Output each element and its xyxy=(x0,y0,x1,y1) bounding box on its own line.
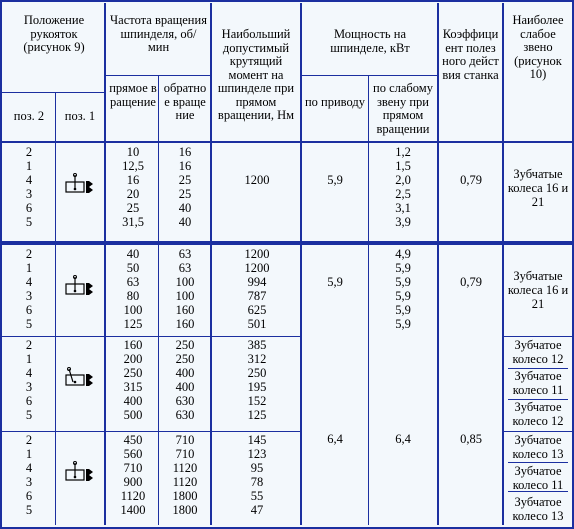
pos2-column-cell: 6 xyxy=(25,201,33,215)
pos2-column-cell: 1 xyxy=(25,261,33,275)
direct-speed-column-cell: 40 xyxy=(126,247,140,261)
torque-column-cell: 501 xyxy=(247,317,267,331)
efficiency-value: 0,79 xyxy=(460,275,482,289)
weak-link-value: Зубчатое колесо 11 xyxy=(512,464,564,492)
power-weak-column-cell: 5,9 xyxy=(395,275,411,289)
torque-column-cell: 787 xyxy=(247,289,267,303)
torque-column-cell: 78 xyxy=(250,475,264,489)
torque-column-cell: 1200 xyxy=(244,247,270,261)
torque-column-cell: 152 xyxy=(247,394,267,408)
pos2-column-cell: 3 xyxy=(25,475,33,489)
efficiency-value: 0,85 xyxy=(460,432,482,446)
reverse-speed-column-cell: 25 xyxy=(178,187,192,201)
direct-speed-column-cell: 63 xyxy=(126,275,140,289)
header-torque: Наибольший допустимый крутящий момент на шпинделе при прямом вращении, Нм xyxy=(217,27,295,122)
reverse-speed-column-cell: 710 xyxy=(175,433,195,447)
direct-speed-column-cell: 10 xyxy=(126,145,140,159)
reverse-speed-column-cell: 160 xyxy=(175,317,195,331)
pos2-column-cell: 6 xyxy=(25,394,33,408)
reverse-speed-column-cell: 630 xyxy=(175,408,195,422)
reverse-speed-column-cell: 40 xyxy=(178,215,192,229)
power-weak-column-cell: 3,1 xyxy=(395,201,411,215)
direct-speed-column-cell: 560 xyxy=(123,447,143,461)
pos2-column-cell: 3 xyxy=(25,380,33,394)
reverse-speed-column-cell: 710 xyxy=(175,447,195,461)
power-weak-column-cell: 5,9 xyxy=(395,289,411,303)
reverse-speed-column-cell: 63 xyxy=(178,247,192,261)
direct-speed-column xyxy=(108,145,158,229)
direct-speed-column-cell: 80 xyxy=(126,289,140,303)
pos2-column-cell: 3 xyxy=(25,289,33,303)
power-weak-column-cell: 3,9 xyxy=(395,215,411,229)
torque-column-cell: 125 xyxy=(247,408,267,422)
pos2-column-cell: 6 xyxy=(25,489,33,503)
pos2-column-cell: 1 xyxy=(25,352,33,366)
reverse-speed-column-cell: 160 xyxy=(175,303,195,317)
lever-tilted-icon xyxy=(64,366,94,388)
power-weak-column-cell: 5,9 xyxy=(395,261,411,275)
weak-link-value: Зубчатое колесо 13 xyxy=(512,495,564,523)
power-weak-column xyxy=(370,247,436,331)
pos2-column-cell: 5 xyxy=(25,215,33,229)
pos2-column-cell: 6 xyxy=(25,303,33,317)
torque-column xyxy=(214,247,300,331)
torque-column-cell: 145 xyxy=(247,433,267,447)
reverse-speed-column-cell: 630 xyxy=(175,394,195,408)
reverse-speed-column-cell: 250 xyxy=(175,338,195,352)
pos2-column-cell: 5 xyxy=(25,317,33,331)
power-weak-column-cell: 2,0 xyxy=(395,173,411,187)
reverse-speed-column xyxy=(160,433,210,517)
header-weak-link: Наиболее слабое звено (рисунок 10) xyxy=(512,13,564,81)
pos2-column-cell: 1 xyxy=(25,159,33,173)
header-spindle-freq: Частота вращения шпинделя, об/мин xyxy=(110,13,207,54)
lever-straight-icon xyxy=(64,173,94,195)
torque-column-cell: 625 xyxy=(247,303,267,317)
reverse-speed-column-cell: 400 xyxy=(175,366,195,380)
efficiency-value: 0,79 xyxy=(460,173,482,187)
reverse-speed-column-cell: 400 xyxy=(175,380,195,394)
pos2-column-cell: 4 xyxy=(25,173,33,187)
direct-speed-column-cell: 500 xyxy=(123,408,143,422)
direct-speed-column-cell: 200 xyxy=(123,352,143,366)
torque-value: 1200 xyxy=(244,173,270,187)
direct-speed-column-cell: 50 xyxy=(126,261,140,275)
direct-speed-column-cell: 400 xyxy=(123,394,143,408)
direct-speed-column-cell: 12,5 xyxy=(122,159,144,173)
reverse-speed-column-cell: 100 xyxy=(175,289,195,303)
torque-column-cell: 1200 xyxy=(244,261,270,275)
reverse-speed-column-cell: 40 xyxy=(178,201,192,215)
weak-link-value: Зубчатое колесо 12 xyxy=(512,338,564,366)
header-power-weak: по слабому звену при прямом вращении xyxy=(373,81,433,136)
pos2-column-cell: 5 xyxy=(25,408,33,422)
torque-column-cell: 994 xyxy=(247,275,267,289)
torque-column xyxy=(214,433,300,517)
pos2-column xyxy=(4,247,54,331)
header-power: Мощность на шпинделе, кВт xyxy=(330,27,410,55)
pos2-column-cell: 1 xyxy=(25,447,33,461)
pos2-column-cell: 3 xyxy=(25,187,33,201)
torque-column-cell: 250 xyxy=(247,366,267,380)
weak-link-value: Зубчатое колесо 12 xyxy=(512,400,564,428)
reverse-speed-column xyxy=(160,338,210,422)
power-weak-value: 6,4 xyxy=(395,432,411,446)
reverse-speed-column-cell: 250 xyxy=(175,352,195,366)
power-weak-column xyxy=(370,145,436,229)
header-pos1: поз. 1 xyxy=(64,109,96,123)
reverse-speed-column-cell: 16 xyxy=(178,145,192,159)
reverse-speed-column-cell: 1800 xyxy=(172,503,198,517)
direct-speed-column-cell: 25 xyxy=(126,201,140,215)
direct-speed-column-cell: 160 xyxy=(123,338,143,352)
reverse-speed-column xyxy=(160,247,210,331)
direct-speed-column xyxy=(108,247,158,331)
torque-column-cell: 47 xyxy=(250,503,264,517)
reverse-speed-column-cell: 25 xyxy=(178,173,192,187)
lever-straight-icon xyxy=(64,461,94,483)
header-reverse: обратное вращение xyxy=(163,81,207,122)
pos2-column-cell: 5 xyxy=(25,503,33,517)
direct-speed-column-cell: 450 xyxy=(123,433,143,447)
power-drive-value: 5,9 xyxy=(327,275,343,289)
direct-speed-column-cell: 315 xyxy=(123,380,143,394)
power-weak-column-cell: 5,9 xyxy=(395,303,411,317)
direct-speed-column-cell: 125 xyxy=(123,317,143,331)
reverse-speed-column-cell: 1800 xyxy=(172,489,198,503)
pos2-column-cell: 2 xyxy=(25,338,33,352)
header-power-drive: по приводу xyxy=(304,95,365,109)
direct-speed-column-cell: 1120 xyxy=(120,489,146,503)
direct-speed-column-cell: 31,5 xyxy=(122,215,144,229)
torque-column-cell: 195 xyxy=(247,380,267,394)
pos2-column-cell: 2 xyxy=(25,433,33,447)
reverse-speed-column xyxy=(160,145,210,229)
torque-column-cell: 95 xyxy=(250,461,264,475)
pos2-column-cell: 4 xyxy=(25,461,33,475)
reverse-speed-column-cell: 1120 xyxy=(172,475,198,489)
pos2-column xyxy=(4,145,54,229)
torque-column-cell: 385 xyxy=(247,338,267,352)
power-weak-column-cell: 1,5 xyxy=(395,159,411,173)
header-direct: прямое вращение xyxy=(109,81,157,109)
power-drive-value: 5,9 xyxy=(327,173,343,187)
pos2-column-cell: 2 xyxy=(25,145,33,159)
pos2-column-cell: 4 xyxy=(25,275,33,289)
header-efficiency: Коэффициент полезного действия станка xyxy=(442,27,499,82)
weak-link-value: Зубчатые колеса 16 и 21 xyxy=(507,269,569,311)
pos2-column xyxy=(4,338,54,422)
reverse-speed-column-cell: 16 xyxy=(178,159,192,173)
torque-column-cell: 312 xyxy=(247,352,267,366)
power-weak-column-cell: 2,5 xyxy=(395,187,411,201)
weak-link-value: Зубчатое колесо 13 xyxy=(512,433,564,461)
reverse-speed-column-cell: 1120 xyxy=(172,461,198,475)
power-drive-value: 6,4 xyxy=(327,432,343,446)
pos2-column-cell: 2 xyxy=(25,247,33,261)
direct-speed-column-cell: 16 xyxy=(126,173,140,187)
direct-speed-column xyxy=(108,338,158,422)
reverse-speed-column-cell: 100 xyxy=(175,275,195,289)
torque-column-cell: 123 xyxy=(247,447,267,461)
torque-column xyxy=(214,338,300,422)
weak-link-value: Зубчатые колеса 16 и 21 xyxy=(507,167,569,209)
lever-straight-icon xyxy=(64,275,94,297)
pos2-column-cell: 4 xyxy=(25,366,33,380)
reverse-speed-column-cell: 63 xyxy=(178,261,192,275)
direct-speed-column-cell: 250 xyxy=(123,366,143,380)
direct-speed-column-cell: 20 xyxy=(126,187,140,201)
power-weak-column-cell: 4,9 xyxy=(395,247,411,261)
header-lever-position: Положение рукояток (рисунок 9) xyxy=(23,13,85,54)
pos2-column xyxy=(4,433,54,517)
direct-speed-column-cell: 710 xyxy=(123,461,143,475)
torque-column-cell: 55 xyxy=(250,489,264,503)
direct-speed-column-cell: 1400 xyxy=(120,503,146,517)
power-weak-column-cell: 1,2 xyxy=(395,145,411,159)
header-pos2: поз. 2 xyxy=(13,109,45,123)
direct-speed-column-cell: 100 xyxy=(123,303,143,317)
direct-speed-column-cell: 900 xyxy=(123,475,143,489)
power-weak-column-cell: 5,9 xyxy=(395,317,411,331)
direct-speed-column xyxy=(108,433,158,517)
weak-link-value: Зубчатое колесо 11 xyxy=(512,369,564,397)
